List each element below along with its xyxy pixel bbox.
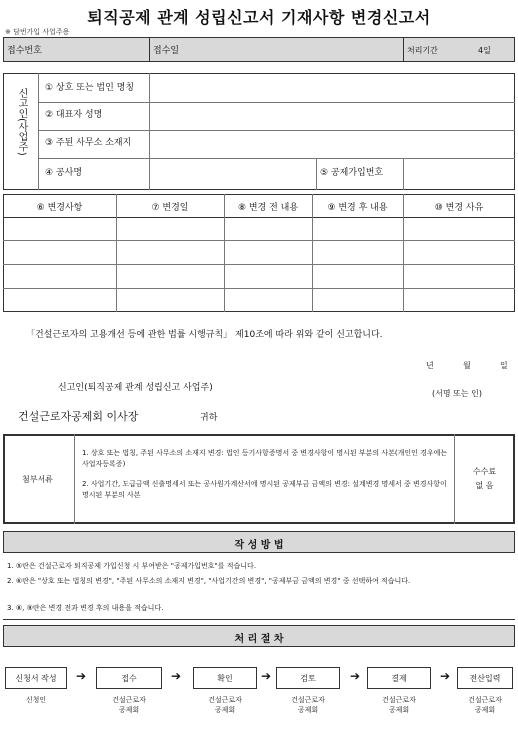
company-name-label: ① 상호 또는 법인 명칭 — [45, 83, 135, 93]
change-item-header: ⑥ 변경사항 — [36, 203, 83, 213]
construction-name-label: ④ 공사명 — [45, 168, 83, 178]
receipt-bar — [3, 37, 515, 62]
recipient-suffix: 귀하 — [200, 413, 218, 423]
declaration-statement: 「건설근로자의 고용개선 등에 관한 법률 시행규칙」 제10조에 따라 위와 같이 신고합니다. — [26, 330, 383, 340]
process-step-actor: 건설근로자 공제회 — [468, 696, 502, 714]
change-row[interactable] — [4, 289, 514, 311]
date-year-label: 년 — [426, 361, 434, 370]
change-row[interactable] — [4, 265, 514, 288]
processing-period-value: 4일 — [478, 46, 491, 55]
attachment-item-2: 2. 사업기간, 도급금액 신출명세서 또는 공사원가계산서에 명시된 공제부금 금액의 변경: 설계변경 명세서 중 변경사항이 명시된 부분의 사본 — [82, 480, 447, 499]
arrow-right-icon: ➔ — [440, 669, 451, 683]
applicant-side-label: 신고인(사업주) — [16, 88, 27, 156]
arrow-right-icon: ➔ — [350, 669, 361, 683]
process-step-box: 결제 — [367, 667, 431, 689]
fee-label: 수수료 — [472, 467, 497, 476]
process-step-actor: 건설근로자 공제회 — [112, 696, 146, 714]
registration-number-label: ⑤ 공제가입번호 — [320, 168, 384, 178]
processing-period-label: 처리기간 — [407, 46, 438, 55]
attachments-label: 첨부서류 — [22, 475, 53, 484]
process-title: 처 리 절 차 — [234, 634, 284, 645]
recipient-name: 건설근로자공제회 이사장 — [18, 410, 139, 423]
process-step-actor: 신청인 — [25, 696, 47, 704]
instructions-title: 작 성 방 법 — [234, 540, 284, 551]
date-day-label: 일 — [500, 361, 508, 370]
signer-label: 신고인(퇴직공제 관계 성립신고 사업주) — [58, 383, 213, 393]
instruction-item: 1. ⑤란은 건설근로자 퇴직공제 가입신청 시 부여받은 "공제가입번호"를 적습니다. — [7, 562, 257, 570]
process-step-actor: 건설근로자 공제회 — [382, 696, 416, 714]
office-address-field[interactable] — [151, 132, 513, 157]
fee-value: 없 음 — [475, 481, 494, 490]
signature-hint: (서명 또는 인) — [432, 389, 482, 398]
arrow-right-icon: ➔ — [76, 669, 87, 683]
instruction-item: 3. ⑧, ⑨란은 변경 전과 변경 후의 내용을 적습니다. — [7, 604, 164, 612]
process-step-box: 확인 — [193, 667, 257, 689]
process-step-box: 전산입력 — [457, 667, 513, 689]
change-row[interactable] — [4, 241, 514, 264]
process-step-box: 신청서 작성 — [5, 667, 67, 689]
applicability-note: ※ 담번가입 사업주용 — [5, 28, 70, 36]
arrow-right-icon: ➔ — [261, 669, 272, 683]
before-content-header: ⑧ 변경 전 내용 — [237, 203, 299, 213]
receipt-date-label: 접수일 — [153, 46, 180, 56]
change-row[interactable] — [4, 218, 514, 240]
change-date-header: ⑦ 변경일 — [151, 203, 189, 213]
process-step-actor: 건설근로자 공제회 — [291, 696, 325, 714]
after-content-header: ⑨ 변경 후 내용 — [327, 203, 388, 213]
process-step-box: 접수 — [96, 667, 162, 689]
arrow-right-icon: ➔ — [171, 669, 182, 683]
process-step-actor: 건설근로자 공제회 — [208, 696, 242, 714]
representative-name-field[interactable] — [151, 104, 513, 129]
attachment-item-1: 1. 상호 또는 법칭, 주된 사무소의 소재지 변경: 법인 등기사항증명서 중 변경사항이 명시된 부분의 사본(개인인 경우에는 사업자등록증) — [82, 449, 448, 468]
instruction-item: 2. ⑥란은 "상호 또는 법칭의 변경", "주된 사무소의 소재지 변경", "사업기간의 변경", "공제부금 금액의 변경" 중 선택하여 적습니다. — [7, 577, 411, 585]
registration-number-field[interactable] — [405, 160, 513, 188]
page-title: 퇴직공제 관계 성립신고서 기재사항 변경신고서 — [87, 8, 431, 27]
construction-name-field[interactable] — [151, 160, 314, 188]
receipt-number-label: 접수번호 — [7, 46, 42, 56]
company-name-field[interactable] — [151, 75, 513, 101]
representative-name-label: ② 대표자 성명 — [45, 110, 103, 120]
office-address-label: ③ 주된 사무소 소재지 — [45, 138, 132, 148]
date-month-label: 월 — [463, 361, 471, 370]
change-reason-header: ⑩ 변경 사유 — [434, 203, 484, 213]
process-step-box: 검토 — [276, 667, 340, 689]
